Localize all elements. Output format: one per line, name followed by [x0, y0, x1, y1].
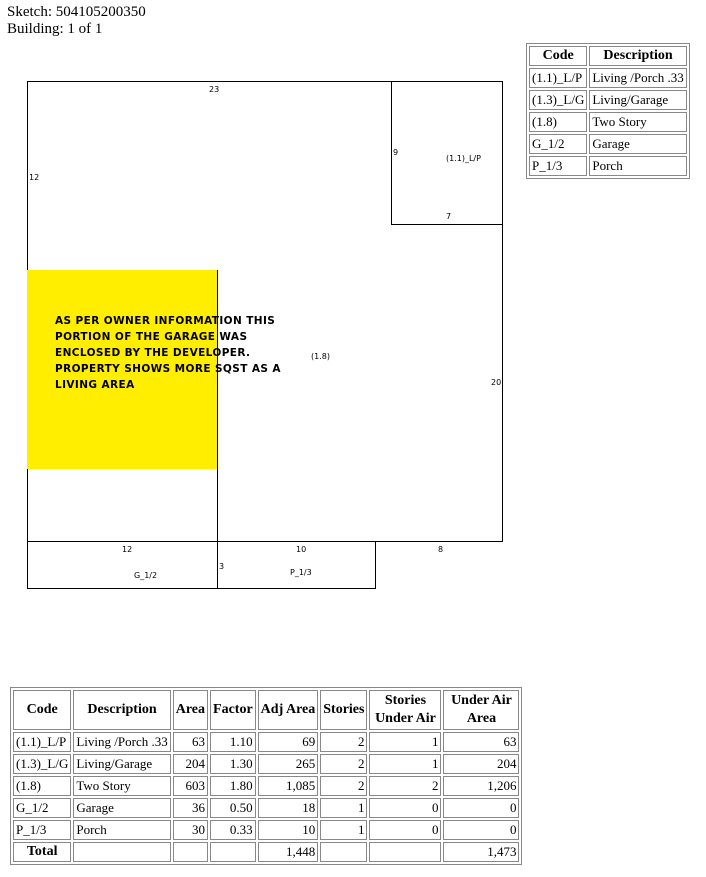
cell-description: Porch: [73, 820, 170, 840]
dimension-bottom-porch: 10: [296, 545, 307, 554]
porch-area-code: P_1/3: [290, 568, 312, 577]
cell-factor: 1.80: [210, 776, 256, 796]
cell-adj-area: 18: [258, 798, 319, 818]
cell-adj-area: 10: [258, 820, 319, 840]
cell-description: Two Story: [73, 776, 170, 796]
cell-description: Living /Porch .33: [73, 732, 170, 752]
legend-code: (1.3)_L/G: [529, 90, 587, 110]
owner-info-note: AS PER OWNER INFORMATION THIS PORTION OF THE GARAGE WAS ENCLOSED BY THE DEVELOPER. PROPERTY SHOWS MORE SQST AS A LIVING AREA: [55, 315, 281, 391]
cell-code: (1.8): [13, 776, 71, 796]
legend-row: [529, 156, 687, 176]
header-stories-under-air: Stories Under Air: [369, 690, 441, 730]
dimension-inset-bottom: 7: [446, 212, 452, 221]
total-empty-cell: [173, 842, 208, 862]
header-stories: Stories: [320, 690, 367, 730]
legend-row: [529, 68, 687, 88]
legend-code: (1.8): [529, 112, 587, 132]
legend-header-code: Code: [529, 46, 587, 66]
dimension-right: 20: [491, 378, 502, 387]
main-area-code: (1.8): [311, 352, 330, 361]
cell-stories-under-air: 0: [369, 798, 441, 818]
cell-factor: 1.10: [210, 732, 256, 752]
header-under-air-area: Under Air Area: [443, 690, 519, 730]
table-row: [13, 776, 519, 796]
dimension-top: 23: [209, 85, 220, 94]
dimension-left: 12: [29, 173, 40, 182]
cell-stories: 2: [320, 754, 367, 774]
area-summary-table: [10, 687, 522, 865]
cell-area: 204: [173, 754, 208, 774]
total-under-air-area: 1,473: [443, 842, 519, 862]
total-empty-cell: [369, 842, 441, 862]
header-factor: Factor: [210, 690, 256, 730]
cell-code: P_1/3: [13, 820, 71, 840]
living-garage-divider: [217, 270, 218, 542]
cell-description: Living/Garage: [73, 754, 170, 774]
table-row: [13, 754, 519, 774]
dimension-bottom-right: 8: [438, 545, 444, 554]
garage-area-code: G_1/2: [134, 571, 158, 580]
cell-stories: 1: [320, 820, 367, 840]
cell-area: 63: [173, 732, 208, 752]
legend-table: [526, 43, 690, 179]
cell-area: 30: [173, 820, 208, 840]
legend-description: Living /Porch .33: [589, 68, 686, 88]
table-row: [13, 798, 519, 818]
cell-stories: 2: [320, 776, 367, 796]
cell-factor: 1.30: [210, 754, 256, 774]
dimension-bottom-garage: 12: [122, 545, 133, 554]
inset-area-code: (1.1)_L/P: [446, 154, 481, 163]
cell-under-air-area: 204: [443, 754, 519, 774]
cell-code: (1.3)_L/G: [13, 754, 71, 774]
dimension-inset-side: 9: [393, 148, 399, 157]
cell-under-air-area: 63: [443, 732, 519, 752]
legend-description: Porch: [589, 156, 686, 176]
total-empty-cell: [73, 842, 170, 862]
cell-area: 36: [173, 798, 208, 818]
cell-area: 603: [173, 776, 208, 796]
header-adj-area: Adj Area: [258, 690, 319, 730]
total-adj-area: 1,448: [258, 842, 319, 862]
cell-description: Garage: [73, 798, 170, 818]
legend-code: (1.1)_L/P: [529, 68, 587, 88]
cell-adj-area: 265: [258, 754, 319, 774]
cell-factor: 0.33: [210, 820, 256, 840]
legend-header-description: Description: [589, 46, 686, 66]
legend-code: G_1/2: [529, 134, 587, 154]
cell-adj-area: 69: [258, 732, 319, 752]
cell-under-air-area: 0: [443, 798, 519, 818]
sketch-id: Sketch: 504105200350: [7, 4, 146, 20]
total-empty-cell: [320, 842, 367, 862]
header-area: Area: [173, 690, 208, 730]
legend-row: [529, 90, 687, 110]
living-porch-area: [391, 81, 503, 225]
cell-factor: 0.50: [210, 798, 256, 818]
cell-stories-under-air: 2: [369, 776, 441, 796]
cell-stories-under-air: 0: [369, 820, 441, 840]
cell-stories: 2: [320, 732, 367, 752]
legend-row: [529, 134, 687, 154]
cell-under-air-area: 0: [443, 820, 519, 840]
legend-code: P_1/3: [529, 156, 587, 176]
legend-description: Garage: [589, 134, 686, 154]
dimension-porch-side: 3: [219, 562, 225, 571]
table-row: [13, 820, 519, 840]
building-count: Building: 1 of 1: [7, 21, 103, 37]
cell-code: (1.1)_L/P: [13, 732, 71, 752]
legend-header-row: [529, 46, 687, 66]
cell-stories-under-air: 1: [369, 754, 441, 774]
cell-stories-under-air: 1: [369, 732, 441, 752]
legend-row: [529, 112, 687, 132]
legend-description: Two Story: [589, 112, 686, 132]
cell-under-air-area: 1,206: [443, 776, 519, 796]
total-empty-cell: [210, 842, 256, 862]
table-row: [13, 732, 519, 752]
legend-description: Living/Garage: [589, 90, 686, 110]
header-description: Description: [73, 690, 170, 730]
total-label: Total: [13, 842, 71, 862]
header-code: Code: [13, 690, 71, 730]
cell-stories: 1: [320, 798, 367, 818]
cell-adj-area: 1,085: [258, 776, 319, 796]
total-row: [13, 842, 519, 862]
summary-header-row: [13, 690, 519, 730]
cell-code: G_1/2: [13, 798, 71, 818]
